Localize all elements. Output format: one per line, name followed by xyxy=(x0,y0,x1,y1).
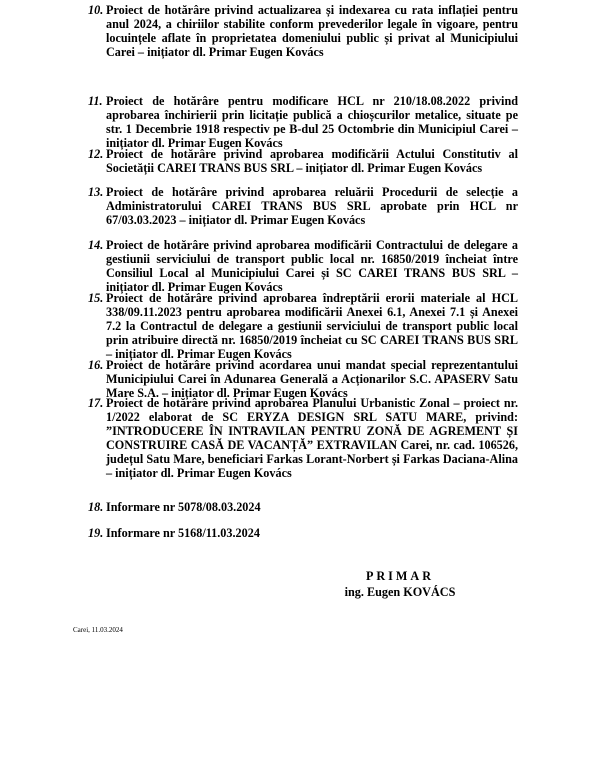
item-number: 14. xyxy=(88,238,104,252)
agenda-item xyxy=(88,526,518,540)
item-text: Proiect de hotărâre pentru modificare HCL nr 210/18.08.2022 privind aprobarea închirierii prin licitație publică a chioșcurilor metalice, situate pe str. 1 Decembrie 1918 respectiv pe B-dul 25 Octombrie din Municipiul Carei – inițiator dl. Primar Eugen Kovács xyxy=(106,94,518,150)
item-number: 10. xyxy=(88,3,104,17)
item-number: 13. xyxy=(88,185,104,199)
signature-title: PRIMAR xyxy=(365,569,435,583)
agenda-item xyxy=(88,291,518,361)
item-number: 15. xyxy=(88,291,104,305)
item-text: Informare nr 5078/08.03.2024 xyxy=(106,500,261,514)
signature-name: ing. Eugen KOVÁCS xyxy=(344,585,456,599)
agenda-item xyxy=(88,147,518,175)
agenda-item xyxy=(88,185,518,227)
item-number: 16. xyxy=(88,358,104,372)
item-number: 11. xyxy=(88,94,103,108)
item-text: Proiect de hotărâre privind actualizarea și indexarea cu rata inflației pentru anul 2024, a chiriilor stabilite conform prevederilor legale în vigoare, pentru locuințele aflate în proprietatea domeniului public și privat al Municipiului Carei – inițiator dl. Primar Eugen Kovács xyxy=(106,3,518,59)
footer-date: Carei, 11.03.2024 xyxy=(73,626,123,634)
agenda-item xyxy=(88,500,518,514)
item-number: 12. xyxy=(88,147,104,161)
item-text: Proiect de hotărâre privind acordarea unui mandat special reprezentantului Municipiului Carei în Adunarea Generală a Acționarilor S.C. APASERV Satu Mare S.A. – inițiator dl. Primar Eugen Kovács xyxy=(106,358,518,400)
agenda-item xyxy=(88,396,518,480)
item-number: 17. xyxy=(88,396,104,410)
item-text: Proiect de hotărâre privind aprobarea modificării Contractului de delegare a gestiunii serviciului de transport public local nr. 16850/2019 încheiat între Consiliul Local al Municipiului Carei și SC CAREI TRANS BUS SRL – inițiator dl. Primar Eugen Kovács xyxy=(106,238,518,294)
agenda-item xyxy=(88,3,518,59)
agenda-item xyxy=(88,94,518,150)
item-text: Proiect de hotărâre privind aprobarea modificării Actului Constitutiv al Societății CAREI TRANS BUS SRL – inițiator dl. Primar Eugen Kovács xyxy=(106,147,518,175)
item-number: 19. xyxy=(88,526,104,540)
agenda-item xyxy=(88,238,518,294)
item-text: Informare nr 5168/11.03.2024 xyxy=(106,526,260,540)
agenda-item xyxy=(88,358,518,400)
item-number: 18. xyxy=(88,500,104,514)
item-text: Proiect de hotărâre privind aprobarea îndreptării erorii materiale al HCL 338/09.11.2023 pentru aprobarea modificării Anexei 6.1, Anexei 7.1 și Anexei 7.2 la Contractul de delegare a gestiunii serviciului de transport public local prin atribuire directă nr. 16850/2019 încheiat cu SC CAREI TRANS BUS SRL – inițiator dl. Primar Eugen Kovács xyxy=(106,291,518,361)
item-text: Proiect de hotărâre privind aprobarea reluării Procedurii de selecție a Administratorului CAREI TRANS BUS SRL aprobate prin HCL nr 67/03.03.2023 – inițiator dl. Primar Eugen Kovács xyxy=(106,185,518,227)
item-text: Proiect de hotărâre privind aprobarea Planului Urbanistic Zonal – proiect nr. 1/2022 elaborat de SC ERYZA DESIGN SRL SATU MARE, privind: ”INTRODUCERE ÎN INTRAVILAN PENTRU ZONĂ DE AGREMENT ȘI CONSTRUIRE CASĂ DE VACANȚĂ” EXTRAVILAN Carei, nr. cad. 106526, județul Satu Mare, beneficiari Farkas Lorant-Norbert și Farkas Daciana-Alina – inițiator dl. Primar Eugen Kovács xyxy=(106,396,518,480)
